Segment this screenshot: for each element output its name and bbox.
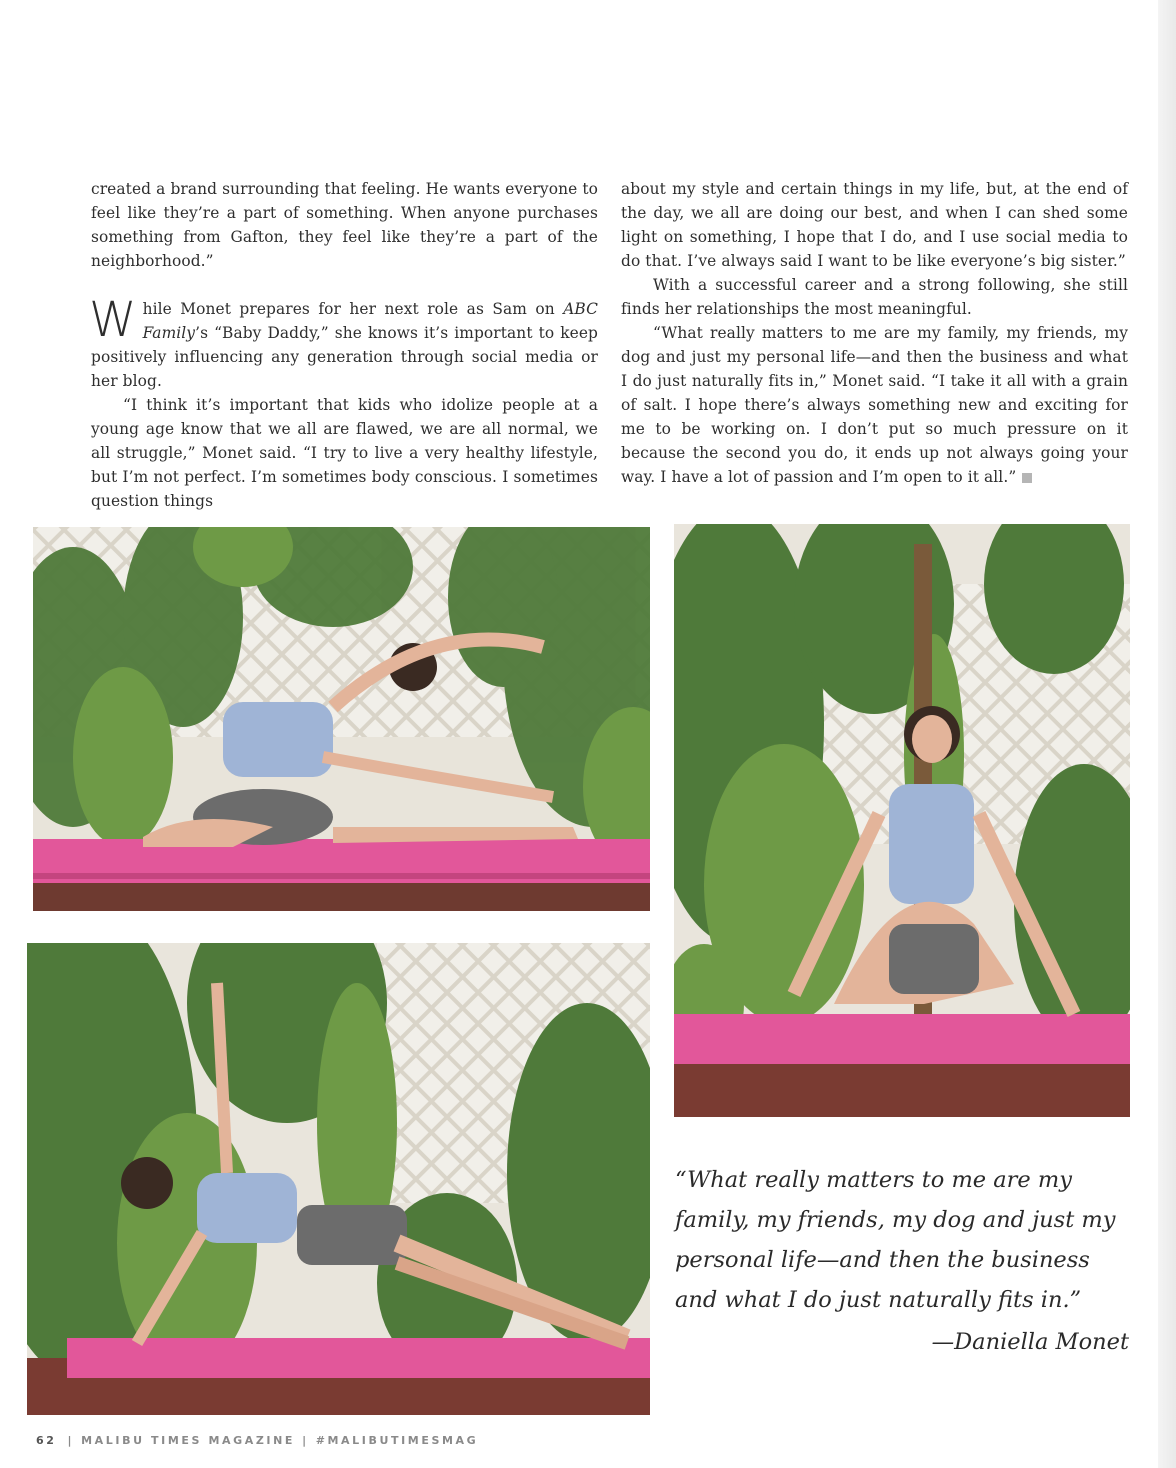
left-text-column xyxy=(91,177,598,513)
paragraph-with-dropcap xyxy=(89,292,598,393)
right-text-column xyxy=(621,177,1128,489)
pull-quote-line: personal life—and then the business xyxy=(675,1247,1090,1273)
pull-quote-line: and what I do just naturally fits in.” xyxy=(675,1287,1082,1313)
show-title: ABC Family xyxy=(142,300,598,342)
magazine-name: MALIBU TIMES MAGAZINE xyxy=(81,1434,296,1447)
paragraph-text: “What really matters to me are my family, my friends, my dog and just my personal life—and then the business and what I do just naturally fits in,” Monet said. “I take it all with a grain of salt. I hope there’s always something new and exciting for me to be working on. I don’t put so much pressure on it because the second you do, it ends up not always going your way. I have a lot of passion and I’m open to it all.” xyxy=(621,324,1128,486)
drop-cap: W xyxy=(89,292,137,348)
hashtag: #MALIBUTIMESMAG xyxy=(315,1434,479,1447)
pull-quote xyxy=(675,1160,1135,1320)
paragraph: “I think it’s important that kids who idolize people at a young age know that we all are flawed, we are all normal, we all struggle,” Monet said. “I try to live a very healthy lifestyle, but I’m not perfect. I’m sometimes body conscious. I sometimes question things xyxy=(91,396,598,510)
page-number: 62 xyxy=(36,1434,57,1447)
yoga-photo-side-plank xyxy=(27,943,650,1415)
pull-quote-line: “What really matters to me are my xyxy=(675,1167,1072,1193)
pull-quote-attribution: —Daniella Monet xyxy=(931,1329,1129,1355)
paragraph: created a brand surrounding that feeling. He wants everyone to feel like they’re a part of something. When anyone purchases something from Gafton, they feel like they’re a part of the neighborhood.” xyxy=(91,180,598,270)
page-footer: 62 | MALIBU TIMES MAGAZINE | #MALIBUTIMESMAG xyxy=(36,1434,479,1447)
pull-quote-line: family, my friends, my dog and just my xyxy=(675,1207,1116,1233)
paragraph: With a successful career and a strong following, she still finds her relationships the most meaningful. xyxy=(621,276,1128,318)
paragraph: about my style and certain things in my life, but, at the end of the day, we all are doing our best, and when I can shed some light on something, I hope that I do, and I use social media to do that. I’ve always said I want to be like everyone’s big sister.” xyxy=(621,180,1128,270)
yoga-photo-side-stretch xyxy=(33,527,650,911)
yoga-photo-seated-smiling xyxy=(674,524,1130,1117)
page-edge-shadow xyxy=(1158,0,1176,1468)
paragraph-text: ’s “Baby Daddy,” she knows it’s important to keep positively influencing any generation through social media or her blog. xyxy=(91,324,598,390)
closing-paragraph xyxy=(621,321,1128,489)
end-mark-icon xyxy=(1022,473,1032,483)
paragraph-text: hile Monet prepares for her next role as Sam on xyxy=(142,300,564,318)
